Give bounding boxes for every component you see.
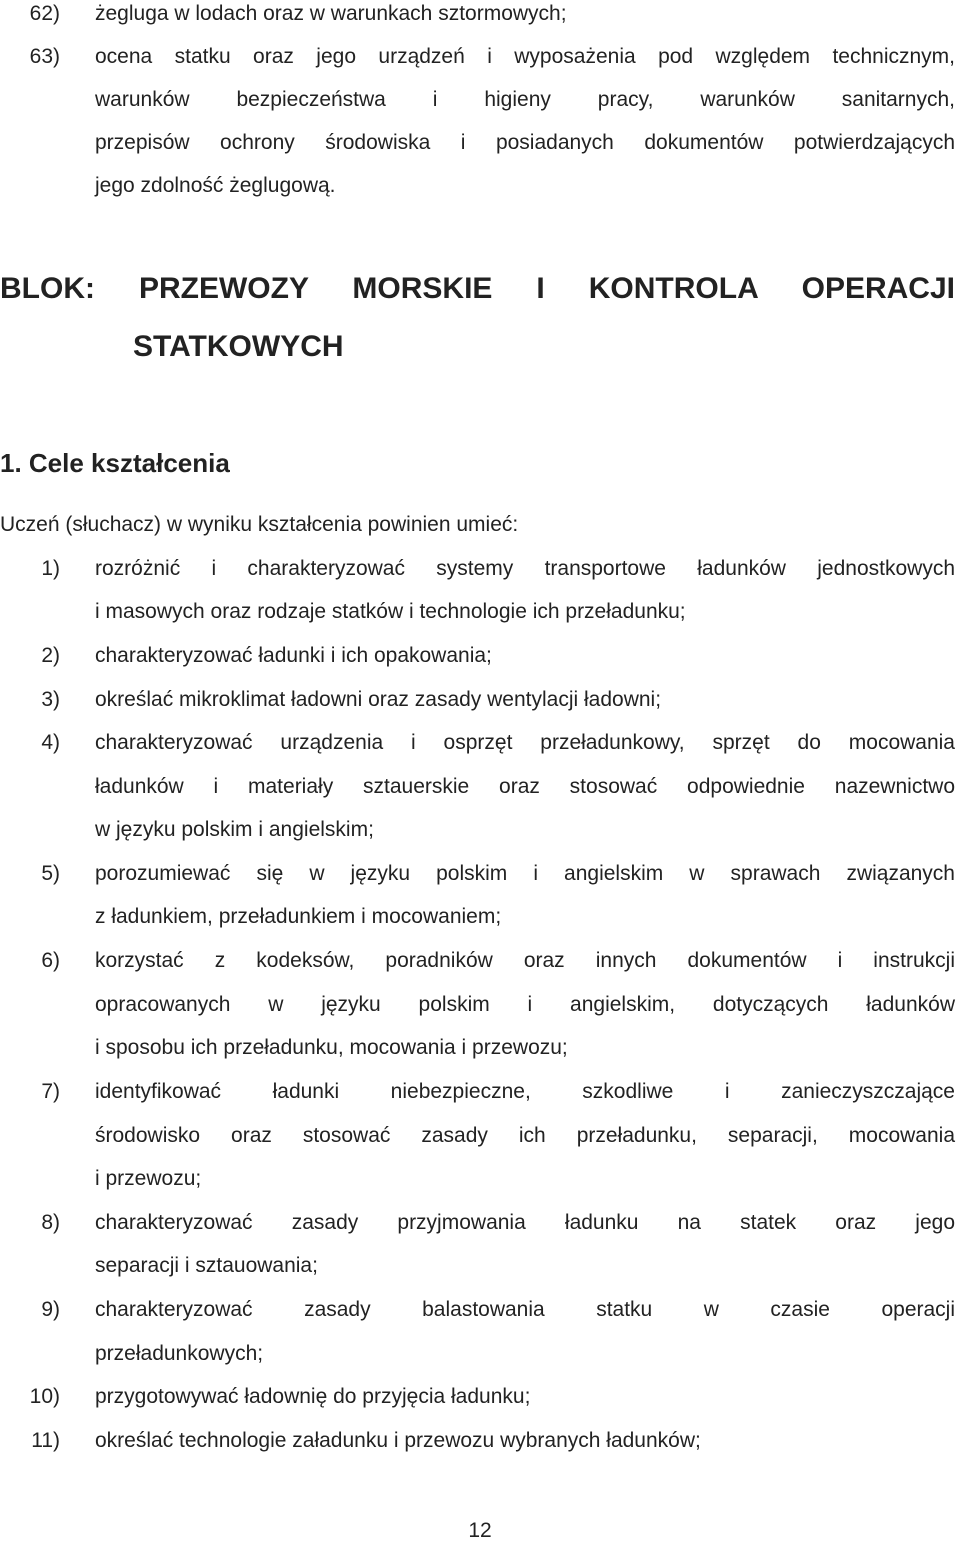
item-line: określać technologie załadunku i przewozu wybranych ładunków; <box>95 1429 701 1452</box>
item-line: w języku polskim i angielskim; <box>95 818 374 841</box>
item-line: charakteryzować zasady przyjmowania ładunku na statek oraz jego <box>95 1211 955 1234</box>
item-line: separacji i sztauowania; <box>95 1254 318 1277</box>
item-line: rozróżnić i charakteryzować systemy transportowe ładunków jednostkowych <box>95 557 955 580</box>
item-line: środowisko oraz stosować zasady ich przeładunku, separacji, mocowania <box>95 1124 955 1147</box>
item-line: przepisów ochrony środowiska i posiadanych dokumentów potwierdzających <box>95 131 955 154</box>
item-line: przygotowywać ładownię do przyjęcia ładunku; <box>95 1385 531 1408</box>
item-number: 6) <box>41 949 60 972</box>
block-heading: BLOK: PRZEWOZY MORSKIE I KONTROLA OPERACJI <box>0 272 955 305</box>
item-number: 3) <box>41 688 60 711</box>
item-line: warunków bezpieczeństwa i higieny pracy, warunków sanitarnych, <box>95 88 955 111</box>
item-number: 7) <box>41 1080 60 1103</box>
block-heading-continued: STATKOWYCH <box>133 330 344 363</box>
item-number: 5) <box>41 862 60 885</box>
item-line: korzystać z kodeksów, poradników oraz innych dokumentów i instrukcji <box>95 949 955 972</box>
section-title: 1. Cele kształcenia <box>0 448 230 478</box>
item-line: i masowych oraz rodzaje statków i technologie ich przeładunku; <box>95 600 686 623</box>
item-line: przeładunkowych; <box>95 1342 264 1365</box>
item-number: 10) <box>29 1385 60 1408</box>
item-line: określać mikroklimat ładowni oraz zasady wentylacji ładowni; <box>95 688 662 711</box>
item-line: ładunków i materiały sztauerskie oraz stosować odpowiednie nazewnictwo <box>95 775 955 798</box>
item-line: ocena statku oraz jego urządzeń i wyposażenia pod względem technicznym, <box>95 45 955 68</box>
item-line: charakteryzować ładunki i ich opakowania; <box>95 644 492 667</box>
item-number: 1) <box>41 557 60 580</box>
item-number: 2) <box>41 644 60 667</box>
item-line: charakteryzować urządzenia i osprzęt przeładunkowy, sprzęt do mocowania <box>95 731 955 754</box>
item-line: porozumiewać się w języku polskim i angielskim w sprawach związanych <box>95 862 955 885</box>
item-line: i przewozu; <box>95 1167 202 1190</box>
item-line: charakteryzować zasady balastowania statku w czasie operacji <box>95 1298 955 1321</box>
item-line: z ładunkiem, przeładunkiem i mocowaniem; <box>95 905 502 928</box>
item-number: 63) <box>29 45 60 68</box>
item-number: 62) <box>29 2 60 25</box>
item-number: 4) <box>41 731 60 754</box>
item-line: żegluga w lodach oraz w warunkach sztormowych; <box>95 2 567 25</box>
section-intro: Uczeń (słuchacz) w wyniku kształcenia powinien umieć: <box>0 513 519 536</box>
item-line: identyfikować ładunki niebezpieczne, szkodliwe i zanieczyszczające <box>95 1080 955 1103</box>
item-line: opracowanych w języku polskim i angielskim, dotyczących ładunków <box>95 993 955 1016</box>
item-line: i sposobu ich przeładunku, mocowania i przewozu; <box>95 1036 568 1059</box>
item-number: 9) <box>41 1298 60 1321</box>
item-number: 8) <box>41 1211 60 1234</box>
item-number: 11) <box>31 1429 60 1452</box>
item-line: jego zdolność żeglugową. <box>95 174 336 197</box>
page-number: 12 <box>468 1519 492 1542</box>
